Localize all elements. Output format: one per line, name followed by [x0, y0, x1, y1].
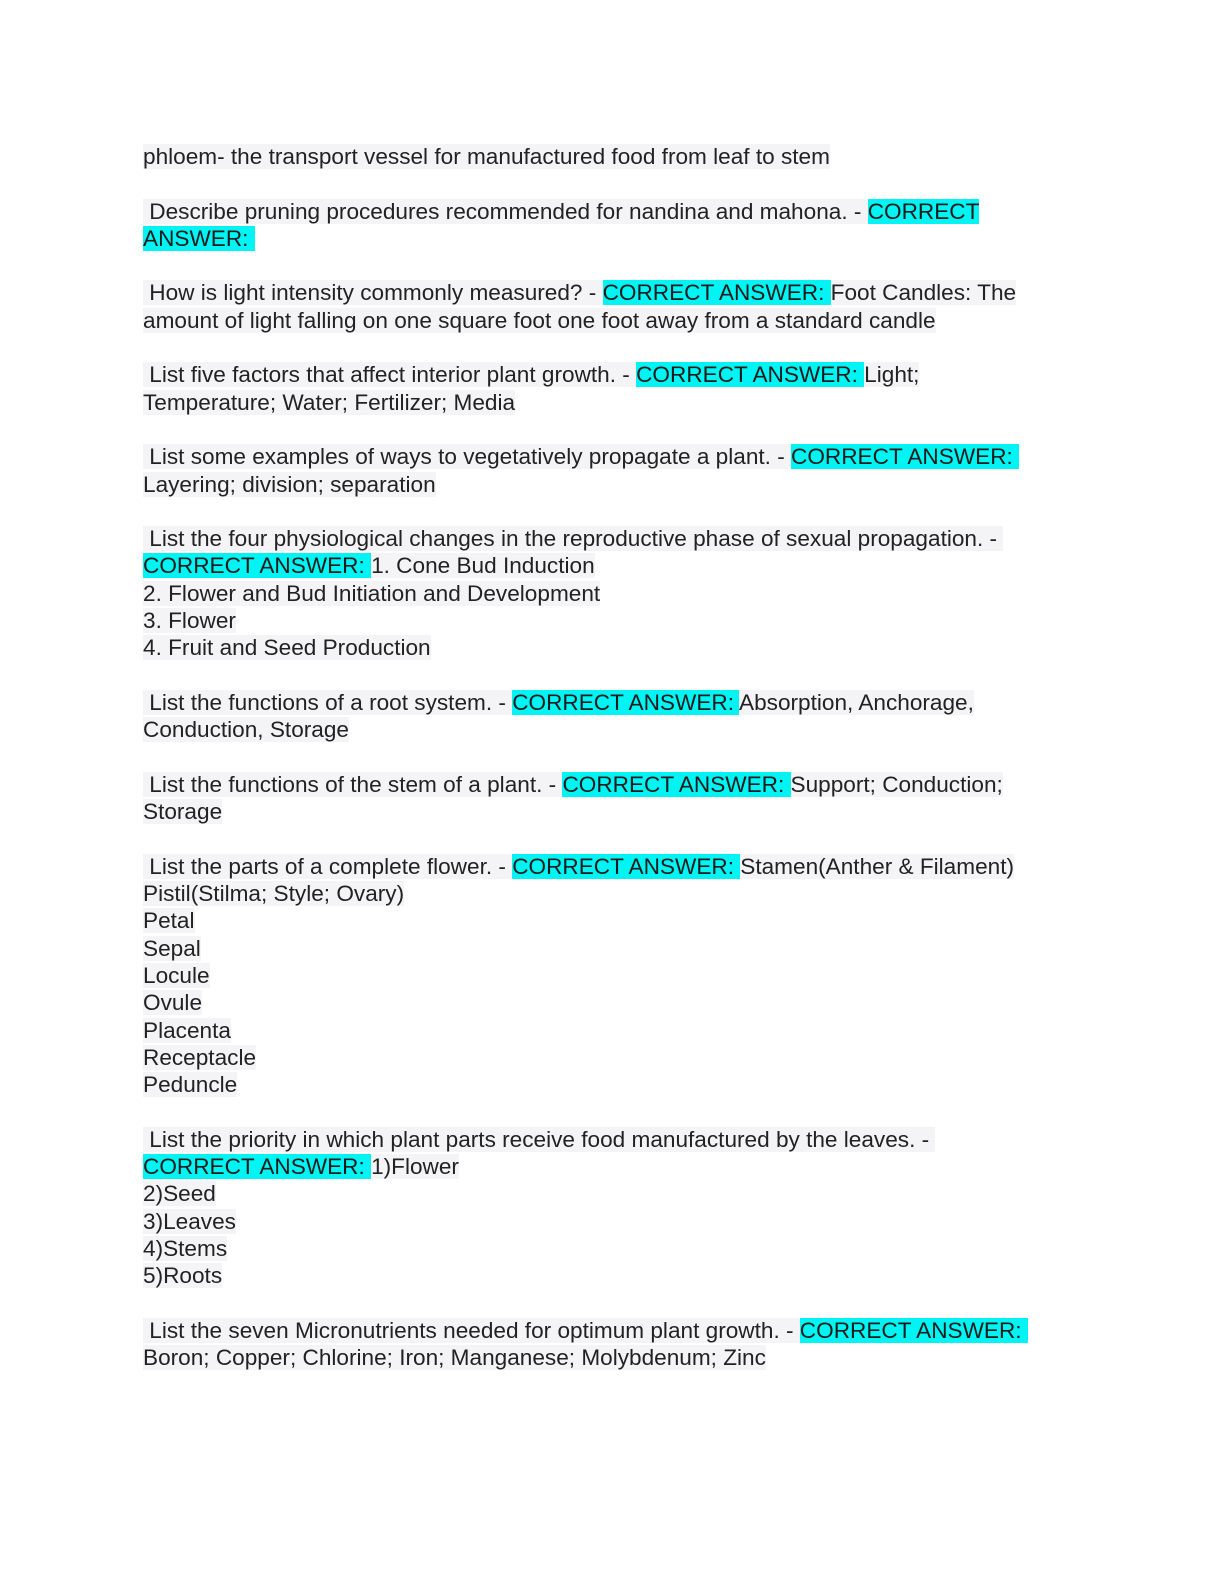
line-text: List five factors that affect interior plant growth. - — [143, 362, 637, 388]
line-text: Locule — [143, 962, 210, 988]
line-text: 2. Flower and Bud Initiation and Development — [143, 580, 601, 606]
line-text: Support; Conduction; — [790, 771, 1003, 797]
blank-line — [143, 1098, 1083, 1125]
line-text: Foot Candles: The — [830, 280, 1017, 306]
line-text: Boron; Copper; Chlorine; Iron; Manganese; Molybdenum; Zinc — [143, 1345, 766, 1371]
line-text: Layering; division; separation — [143, 471, 436, 497]
correct-answer-label: CORRECT ANSWER: — [512, 853, 741, 879]
text-line — [143, 225, 1083, 252]
text-line — [143, 607, 1083, 634]
blank-line — [143, 744, 1083, 771]
line-text: Sepal — [143, 935, 201, 961]
line-text: 1)Flower — [371, 1153, 459, 1179]
correct-answer-label: CORRECT ANSWER: — [636, 362, 865, 388]
text-line — [143, 279, 1083, 306]
text-line — [143, 580, 1083, 607]
text-line — [143, 143, 1083, 170]
document-body — [143, 143, 1083, 1371]
line-text: Conduction, Storage — [143, 717, 349, 743]
correct-answer-label: CORRECT ANSWER: — [562, 771, 791, 797]
line-text: Placenta — [143, 1017, 231, 1043]
line-text: Storage — [143, 799, 223, 825]
line-text: List the seven Micronutrients needed for optimum plant growth. - — [143, 1317, 800, 1343]
text-line — [143, 1071, 1083, 1098]
text-line — [143, 307, 1083, 334]
blank-line — [143, 1289, 1083, 1316]
blank-line — [143, 825, 1083, 852]
text-line — [143, 853, 1083, 880]
line-text: List the four physiological changes in the reproductive phase of sexual propagation. - — [143, 526, 1004, 552]
line-text: Peduncle — [143, 1072, 238, 1098]
text-line — [143, 989, 1083, 1016]
text-line — [143, 962, 1083, 989]
correct-answer-label: CORRECT ANSWER: — [791, 444, 1020, 470]
line-text: 5)Roots — [143, 1263, 223, 1289]
text-line — [143, 1262, 1083, 1289]
text-line — [143, 471, 1083, 498]
text-line — [143, 880, 1083, 907]
text-line — [143, 1126, 1083, 1153]
blank-line — [143, 416, 1083, 443]
text-line — [143, 798, 1083, 825]
correct-answer-label: CORRECT ANSWER: — [143, 553, 372, 579]
blank-line — [143, 170, 1083, 197]
text-line — [143, 634, 1083, 661]
correct-answer-label: CORRECT ANSWER: — [602, 280, 831, 306]
line-text: List the functions of the stem of a plant. - — [143, 771, 563, 797]
line-text: amount of light falling on one square foot one foot away from a standard candle — [143, 307, 936, 333]
text-line — [143, 935, 1083, 962]
line-text: Stamen(Anther & Filament) — [740, 853, 1015, 879]
blank-line — [143, 662, 1083, 689]
text-line — [143, 1235, 1083, 1262]
text-line — [143, 1044, 1083, 1071]
text-line — [143, 1317, 1083, 1344]
line-text: Ovule — [143, 990, 203, 1016]
line-text: 3. Flower — [143, 608, 236, 634]
line-text: Temperature; Water; Fertilizer; Media — [143, 389, 516, 415]
text-line — [143, 1344, 1083, 1371]
line-text: phloem- the transport vessel for manufactured food from leaf to stem — [143, 144, 830, 169]
text-line — [143, 198, 1083, 225]
line-text: 4. Fruit and Seed Production — [143, 635, 431, 661]
text-line — [143, 689, 1083, 716]
text-line — [143, 1017, 1083, 1044]
correct-answer-label: CORRECT ANSWER: — [799, 1317, 1028, 1343]
correct-answer-label: CORRECT ANSWER: — [143, 1153, 372, 1179]
line-text: Receptacle — [143, 1044, 257, 1070]
line-text: List the parts of a complete flower. - — [143, 853, 513, 879]
line-text: Pistil(Stilma; Style; Ovary) — [143, 881, 405, 907]
correct-answer-label: ANSWER: — [143, 225, 255, 251]
line-text: Describe pruning procedures recommended for nandina and mahona. - — [143, 198, 868, 224]
line-text: 2)Seed — [143, 1181, 216, 1207]
blank-line — [143, 252, 1083, 279]
blank-line — [143, 334, 1083, 361]
correct-answer-label: CORRECT — [867, 198, 980, 224]
text-line — [143, 525, 1083, 552]
text-line — [143, 389, 1083, 416]
text-line — [143, 1180, 1083, 1207]
line-text: 1. Cone Bud Induction — [371, 553, 595, 579]
line-text: Absorption, Anchorage, — [739, 689, 974, 715]
line-text: Light; — [864, 362, 920, 388]
line-text: List the priority in which plant parts receive food manufactured by the leaves. - — [143, 1126, 936, 1152]
text-line — [143, 907, 1083, 934]
correct-answer-label: CORRECT ANSWER: — [512, 689, 740, 715]
line-text: Petal — [143, 908, 195, 934]
line-text: 3)Leaves — [143, 1208, 236, 1234]
text-line — [143, 443, 1083, 470]
text-line — [143, 1153, 1083, 1180]
text-line — [143, 552, 1083, 579]
blank-line — [143, 498, 1083, 525]
line-text: How is light intensity commonly measured? - — [143, 280, 603, 306]
text-line — [143, 771, 1083, 798]
text-line — [143, 361, 1083, 388]
line-text: 4)Stems — [143, 1235, 228, 1261]
text-line — [143, 1208, 1083, 1235]
text-line — [143, 716, 1083, 743]
line-text: List the functions of a root system. - — [143, 689, 513, 715]
line-text: List some examples of ways to vegetatively propagate a plant. - — [143, 444, 792, 470]
